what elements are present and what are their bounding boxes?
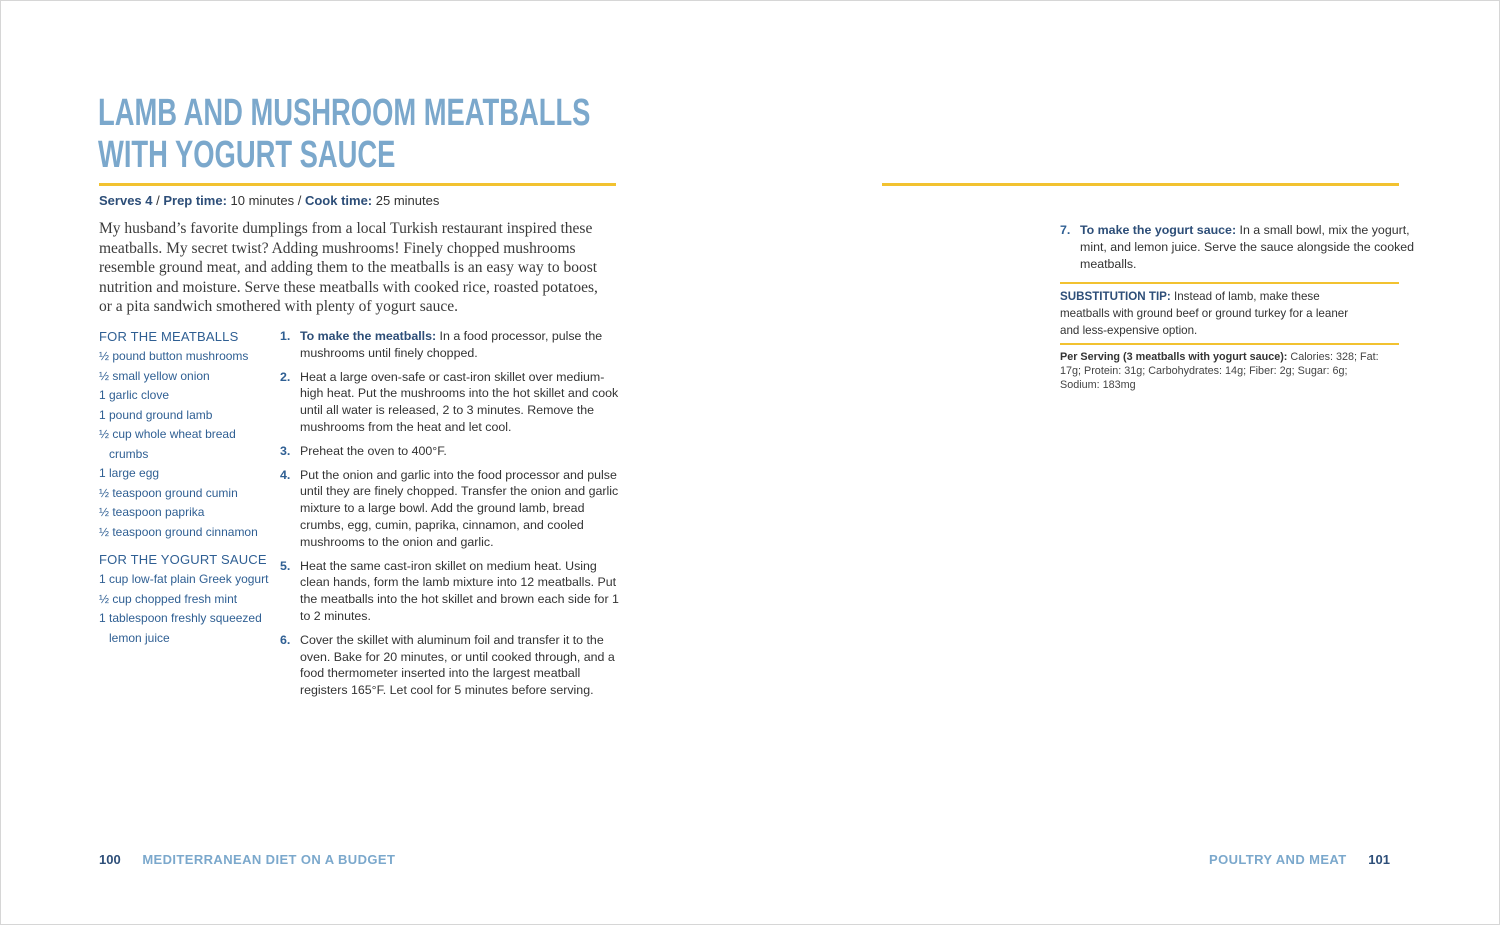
nutrition-text: Calories: 328; Fat: 17g; Protein: 31g; Carbohydrates: 14g; Fiber: 2g; Sugar: 6g; Sodium: 183mg	[1060, 351, 1379, 391]
step-text: Heat a large oven-safe or cast-iron skillet over medium-high heat. Put the mushrooms into the hot skillet and cook until all water is released, 2 to 3 minutes. Remove the mushrooms from the heat and let cool.	[300, 369, 619, 434]
ingredient-item: ½ teaspoon ground cinnamon	[99, 524, 258, 539]
cook-time-label: Cook time:	[304, 193, 373, 208]
directions-list	[280, 328, 620, 706]
section-title-footer: POULTRY AND MEAT	[1209, 852, 1347, 867]
cook-time-value: 25 minutes	[372, 193, 440, 208]
meta-separator: /	[152, 193, 164, 208]
right-page	[750, 0, 1500, 925]
top-divider	[882, 183, 1399, 186]
ingredient-item: ½ teaspoon paprika	[99, 505, 205, 519]
ingredient-item: ½ pound button mushrooms	[99, 349, 249, 363]
ingredient-item: ½ teaspoon ground cumin	[99, 485, 238, 500]
ingredient-item: ½ small yellow onion	[99, 368, 210, 383]
title-divider	[99, 183, 616, 186]
tip-text: Instead of lamb, make these meatballs with ground beef or ground turkey for a leaner and less-expensive option.	[1060, 290, 1349, 337]
step-text: Heat the same cast-iron skillet on medium heat. Using clean hands, form the lamb mixture into 12 meatballs. Put the meatballs into the hot skillet and brown each side for 1 to 2 minutes.	[300, 558, 619, 623]
tip-divider-top	[1060, 282, 1399, 284]
recipe-title	[98, 92, 638, 176]
step-number: 3.	[280, 443, 291, 458]
ingredient-item: ½ cup whole wheat bread crumbs	[99, 427, 236, 461]
ingredient-item: 1 tablespoon freshly squeezed lemon juice	[99, 611, 262, 645]
serves-label: Serves 4	[99, 193, 153, 208]
direction-step	[280, 632, 620, 699]
prep-time-value: 10 minutes	[226, 193, 295, 208]
book-title-footer: MEDITERRANEAN DIET ON A BUDGET	[142, 852, 396, 867]
nutrition-lead: Per Serving (3 meatballs with yogurt sauce):	[1060, 351, 1288, 363]
step-text: In a food processor, pulse the mushrooms until finely chopped.	[300, 329, 603, 360]
direction-step	[280, 328, 620, 362]
recipe-title-line-2: WITH YOGURT SAUCE	[98, 134, 396, 176]
step-text: Preheat the oven to 400°F.	[300, 443, 447, 458]
sauce-ingredients-heading: FOR THE YOGURT SAUCE	[99, 552, 267, 567]
recipe-intro: My husband’s favorite dumplings from a local Turkish restaurant inspired these meatballs. My secret twist? Adding mushrooms! Finely chopped mushrooms resemble ground meat, and adding them to the meatballs is an easy way to boost nutrition and moisture. Serve these meatballs with cooked rice, roasted potatoes, or a pita sandwich smothered with plenty of yogurt sauce.	[99, 220, 598, 316]
step-text: Cover the skillet with aluminum foil and transfer it to the oven. Bake for 20 minutes, or until cooked through, and a food thermometer inserted into the largest meatball registers 165°F. Let cool for 5 minutes before serving.	[300, 632, 615, 698]
direction-step-7	[1060, 222, 1420, 272]
step-number: 5.	[280, 558, 291, 573]
sauce-ingredients-list	[99, 570, 269, 648]
ingredient-item: ½ cup chopped fresh mint	[99, 591, 238, 606]
meatballs-ingredients-list	[99, 347, 269, 542]
direction-step	[280, 558, 620, 625]
recipe-title-line-1: LAMB AND MUSHROOM MEATBALLS	[98, 92, 591, 134]
tip-divider-bottom	[1060, 343, 1399, 345]
meatballs-ingredients-heading: FOR THE MEATBALLS	[99, 329, 239, 344]
step-lead: To make the yogurt sauce:	[1080, 223, 1237, 237]
recipe-meta	[99, 193, 439, 208]
ingredient-item: 1 cup low-fat plain Greek yogurt	[99, 572, 269, 586]
tip-lead: SUBSTITUTION TIP:	[1060, 290, 1171, 303]
page-number-right: 101	[1368, 852, 1390, 867]
step-lead: To make the meatballs:	[300, 329, 437, 343]
ingredients-column	[99, 327, 269, 656]
page-number-left: 100	[99, 852, 121, 867]
step-number: 7.	[1060, 223, 1071, 237]
direction-step	[280, 369, 620, 436]
ingredient-item: 1 pound ground lamb	[99, 407, 213, 422]
direction-step	[280, 443, 620, 460]
step-text: In a small bowl, mix the yogurt, mint, and lemon juice. Serve the sauce alongside the cooked meatballs.	[1080, 223, 1415, 271]
step-number: 2.	[280, 369, 291, 384]
nutrition-info	[1060, 350, 1390, 392]
step-number: 6.	[280, 632, 291, 647]
step-number: 1.	[280, 329, 291, 343]
meta-separator: /	[294, 193, 305, 208]
substitution-tip	[1060, 289, 1370, 339]
left-footer	[99, 852, 395, 867]
prep-time-label: Prep time:	[163, 193, 227, 208]
step-text: Put the onion and garlic into the food processor and pulse until they are finely chopped. Transfer the onion and garlic mixture to a large bowl. Add the ground lamb, bread crumbs, egg, cumin, paprika, cinnamon, and cooled mushrooms to the onion and garlic.	[300, 467, 619, 549]
step-number: 4.	[280, 467, 291, 482]
right-footer	[1209, 852, 1390, 867]
ingredient-item: 1 garlic clove	[99, 388, 170, 402]
direction-step	[280, 467, 620, 551]
ingredient-item: 1 large egg	[99, 466, 160, 480]
